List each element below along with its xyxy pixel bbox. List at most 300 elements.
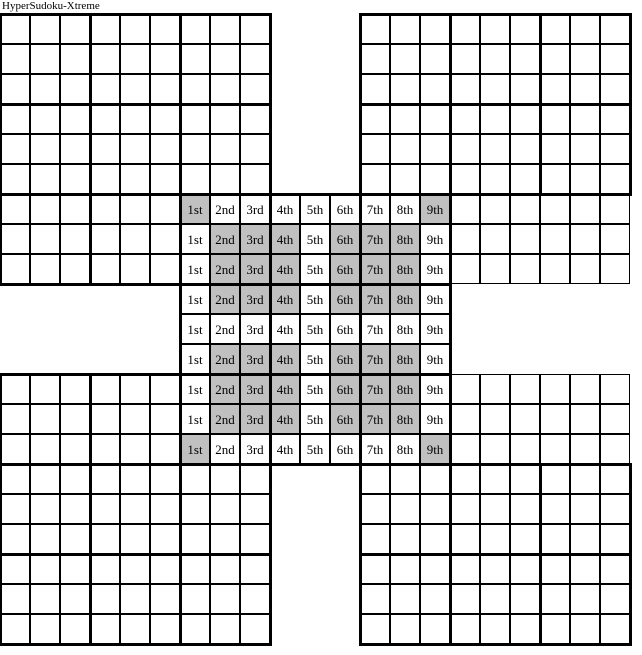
grid-cell[interactable] — [570, 464, 600, 494]
grid-cell[interactable] — [60, 224, 90, 254]
grid-cell[interactable] — [570, 404, 600, 434]
grid-cell[interactable] — [60, 104, 90, 134]
grid-cell[interactable] — [510, 614, 540, 644]
grid-cell[interactable] — [450, 194, 480, 224]
grid-cell[interactable] — [480, 584, 510, 614]
grid-cell[interactable] — [270, 404, 300, 434]
grid-cell[interactable] — [390, 614, 420, 644]
grid-cell[interactable] — [120, 374, 150, 404]
grid-cell[interactable] — [60, 524, 90, 554]
grid-cell[interactable] — [120, 44, 150, 74]
grid-cell[interactable] — [120, 164, 150, 194]
grid-cell[interactable] — [570, 44, 600, 74]
grid-cell[interactable] — [450, 224, 480, 254]
grid-cell[interactable] — [360, 74, 390, 104]
grid-cell[interactable] — [390, 374, 420, 404]
grid-cell[interactable] — [390, 164, 420, 194]
grid-cell[interactable] — [450, 524, 480, 554]
grid-cell[interactable] — [240, 224, 270, 254]
grid-cell[interactable] — [30, 374, 60, 404]
grid-cell[interactable] — [570, 524, 600, 554]
grid-cell[interactable] — [0, 494, 30, 524]
grid-cell[interactable] — [210, 554, 240, 584]
grid-cell[interactable] — [390, 584, 420, 614]
grid-cell[interactable] — [240, 524, 270, 554]
grid-cell[interactable] — [150, 104, 180, 134]
grid-cell[interactable] — [0, 524, 30, 554]
grid-cell[interactable] — [330, 314, 360, 344]
grid-cell[interactable] — [180, 254, 210, 284]
grid-cell[interactable] — [0, 614, 30, 644]
grid-cell[interactable] — [210, 224, 240, 254]
grid-cell[interactable] — [330, 194, 360, 224]
grid-cell[interactable] — [390, 44, 420, 74]
grid-cell[interactable] — [360, 194, 390, 224]
grid-cell[interactable] — [390, 524, 420, 554]
grid-cell[interactable] — [360, 554, 390, 584]
grid-cell[interactable] — [540, 194, 570, 224]
grid-cell[interactable] — [30, 584, 60, 614]
grid-cell[interactable] — [150, 134, 180, 164]
grid-cell[interactable] — [390, 104, 420, 134]
grid-cell[interactable] — [0, 14, 30, 44]
grid-cell[interactable] — [360, 374, 390, 404]
grid-cell[interactable] — [270, 284, 300, 314]
grid-cell[interactable] — [390, 434, 420, 464]
grid-cell[interactable] — [120, 74, 150, 104]
grid-cell[interactable] — [600, 134, 630, 164]
grid-cell[interactable] — [240, 344, 270, 374]
sudoku-board[interactable] — [0, 14, 642, 655]
grid-cell[interactable] — [330, 224, 360, 254]
grid-cell[interactable] — [120, 14, 150, 44]
grid-cell[interactable] — [450, 434, 480, 464]
grid-cell[interactable] — [300, 314, 330, 344]
grid-cell[interactable] — [150, 584, 180, 614]
grid-cell[interactable] — [390, 254, 420, 284]
grid-cell[interactable] — [180, 464, 210, 494]
grid-cell[interactable] — [210, 524, 240, 554]
grid-cell[interactable] — [0, 224, 30, 254]
grid-cell[interactable] — [510, 584, 540, 614]
grid-cell[interactable] — [450, 614, 480, 644]
grid-cell[interactable] — [420, 284, 450, 314]
grid-cell[interactable] — [450, 584, 480, 614]
grid-cell[interactable] — [0, 194, 30, 224]
grid-cell[interactable] — [480, 404, 510, 434]
grid-cell[interactable] — [90, 584, 120, 614]
grid-cell[interactable] — [0, 584, 30, 614]
grid-cell[interactable] — [450, 134, 480, 164]
grid-cell[interactable] — [570, 224, 600, 254]
grid-cell[interactable] — [210, 314, 240, 344]
grid-cell[interactable] — [30, 224, 60, 254]
grid-cell[interactable] — [540, 554, 570, 584]
grid-cell[interactable] — [60, 14, 90, 44]
grid-cell[interactable] — [420, 584, 450, 614]
grid-cell[interactable] — [120, 554, 150, 584]
grid-cell[interactable] — [210, 134, 240, 164]
grid-cell[interactable] — [270, 434, 300, 464]
grid-cell[interactable] — [480, 434, 510, 464]
grid-cell[interactable] — [510, 104, 540, 134]
grid-cell[interactable] — [0, 134, 30, 164]
grid-cell[interactable] — [240, 404, 270, 434]
grid-cell[interactable] — [480, 374, 510, 404]
grid-cell[interactable] — [420, 254, 450, 284]
grid-cell[interactable] — [480, 554, 510, 584]
grid-cell[interactable] — [180, 44, 210, 74]
grid-cell[interactable] — [420, 314, 450, 344]
grid-cell[interactable] — [420, 554, 450, 584]
grid-cell[interactable] — [330, 404, 360, 434]
grid-cell[interactable] — [180, 434, 210, 464]
grid-cell[interactable] — [90, 104, 120, 134]
grid-cell[interactable] — [450, 554, 480, 584]
grid-cell[interactable] — [390, 194, 420, 224]
grid-cell[interactable] — [600, 254, 630, 284]
grid-cell[interactable] — [510, 524, 540, 554]
grid-cell[interactable] — [180, 374, 210, 404]
grid-cell[interactable] — [90, 464, 120, 494]
grid-cell[interactable] — [240, 494, 270, 524]
grid-cell[interactable] — [540, 494, 570, 524]
grid-cell[interactable] — [600, 404, 630, 434]
grid-cell[interactable] — [360, 14, 390, 44]
grid-cell[interactable] — [420, 44, 450, 74]
grid-cell[interactable] — [300, 374, 330, 404]
grid-cell[interactable] — [360, 314, 390, 344]
grid-cell[interactable] — [240, 434, 270, 464]
grid-cell[interactable] — [510, 44, 540, 74]
grid-cell[interactable] — [30, 464, 60, 494]
grid-cell[interactable] — [420, 464, 450, 494]
grid-cell[interactable] — [570, 254, 600, 284]
grid-cell[interactable] — [90, 614, 120, 644]
grid-cell[interactable] — [450, 494, 480, 524]
grid-cell[interactable] — [570, 74, 600, 104]
grid-cell[interactable] — [510, 554, 540, 584]
grid-cell[interactable] — [600, 14, 630, 44]
grid-cell[interactable] — [210, 464, 240, 494]
grid-cell[interactable] — [600, 374, 630, 404]
grid-cell[interactable] — [60, 134, 90, 164]
grid-cell[interactable] — [60, 164, 90, 194]
grid-cell[interactable] — [480, 614, 510, 644]
grid-cell[interactable] — [210, 14, 240, 44]
grid-cell[interactable] — [540, 44, 570, 74]
grid-cell[interactable] — [90, 374, 120, 404]
grid-cell[interactable] — [210, 374, 240, 404]
grid-cell[interactable] — [570, 584, 600, 614]
grid-cell[interactable] — [210, 584, 240, 614]
grid-cell[interactable] — [240, 254, 270, 284]
grid-cell[interactable] — [450, 164, 480, 194]
grid-cell[interactable] — [570, 614, 600, 644]
grid-cell[interactable] — [210, 344, 240, 374]
grid-cell[interactable] — [60, 44, 90, 74]
grid-cell[interactable] — [600, 464, 630, 494]
grid-cell[interactable] — [360, 164, 390, 194]
grid-cell[interactable] — [180, 344, 210, 374]
grid-cell[interactable] — [300, 344, 330, 374]
grid-cell[interactable] — [90, 434, 120, 464]
grid-cell[interactable] — [210, 614, 240, 644]
grid-cell[interactable] — [570, 194, 600, 224]
grid-cell[interactable] — [210, 44, 240, 74]
grid-cell[interactable] — [30, 554, 60, 584]
grid-cell[interactable] — [300, 284, 330, 314]
grid-cell[interactable] — [330, 284, 360, 314]
grid-cell[interactable] — [0, 254, 30, 284]
grid-cell[interactable] — [480, 14, 510, 44]
grid-cell[interactable] — [120, 494, 150, 524]
grid-cell[interactable] — [600, 164, 630, 194]
grid-cell[interactable] — [330, 434, 360, 464]
grid-cell[interactable] — [150, 74, 180, 104]
grid-cell[interactable] — [600, 584, 630, 614]
grid-cell[interactable] — [480, 224, 510, 254]
grid-cell[interactable] — [210, 74, 240, 104]
grid-cell[interactable] — [390, 494, 420, 524]
grid-cell[interactable] — [30, 494, 60, 524]
grid-cell[interactable] — [300, 194, 330, 224]
grid-cell[interactable] — [180, 494, 210, 524]
grid-cell[interactable] — [180, 614, 210, 644]
grid-cell[interactable] — [60, 194, 90, 224]
grid-cell[interactable] — [30, 104, 60, 134]
grid-cell[interactable] — [60, 434, 90, 464]
grid-cell[interactable] — [30, 134, 60, 164]
grid-cell[interactable] — [150, 554, 180, 584]
grid-cell[interactable] — [450, 374, 480, 404]
grid-cell[interactable] — [600, 194, 630, 224]
grid-cell[interactable] — [30, 194, 60, 224]
grid-cell[interactable] — [90, 194, 120, 224]
grid-cell[interactable] — [30, 614, 60, 644]
grid-cell[interactable] — [30, 164, 60, 194]
grid-cell[interactable] — [120, 434, 150, 464]
grid-cell[interactable] — [180, 314, 210, 344]
grid-cell[interactable] — [570, 374, 600, 404]
grid-cell[interactable] — [360, 524, 390, 554]
grid-cell[interactable] — [570, 134, 600, 164]
grid-cell[interactable] — [0, 554, 30, 584]
grid-cell[interactable] — [90, 404, 120, 434]
grid-cell[interactable] — [450, 104, 480, 134]
grid-cell[interactable] — [0, 434, 30, 464]
grid-cell[interactable] — [540, 104, 570, 134]
grid-cell[interactable] — [270, 224, 300, 254]
grid-cell[interactable] — [360, 434, 390, 464]
grid-cell[interactable] — [420, 404, 450, 434]
grid-cell[interactable] — [390, 344, 420, 374]
grid-cell[interactable] — [390, 224, 420, 254]
grid-cell[interactable] — [600, 554, 630, 584]
grid-cell[interactable] — [420, 74, 450, 104]
grid-cell[interactable] — [540, 404, 570, 434]
grid-cell[interactable] — [390, 284, 420, 314]
grid-cell[interactable] — [360, 494, 390, 524]
grid-cell[interactable] — [90, 44, 120, 74]
grid-cell[interactable] — [60, 584, 90, 614]
grid-cell[interactable] — [510, 464, 540, 494]
grid-cell[interactable] — [0, 464, 30, 494]
grid-cell[interactable] — [150, 164, 180, 194]
grid-cell[interactable] — [570, 554, 600, 584]
grid-cell[interactable] — [150, 14, 180, 44]
grid-cell[interactable] — [420, 614, 450, 644]
grid-cell[interactable] — [180, 194, 210, 224]
grid-cell[interactable] — [210, 434, 240, 464]
grid-cell[interactable] — [420, 104, 450, 134]
grid-cell[interactable] — [180, 104, 210, 134]
grid-cell[interactable] — [510, 494, 540, 524]
grid-cell[interactable] — [180, 584, 210, 614]
grid-cell[interactable] — [510, 14, 540, 44]
grid-cell[interactable] — [360, 584, 390, 614]
grid-cell[interactable] — [360, 44, 390, 74]
grid-cell[interactable] — [240, 314, 270, 344]
grid-cell[interactable] — [600, 494, 630, 524]
grid-cell[interactable] — [240, 464, 270, 494]
grid-cell[interactable] — [300, 434, 330, 464]
grid-cell[interactable] — [420, 194, 450, 224]
grid-cell[interactable] — [180, 404, 210, 434]
grid-cell[interactable] — [480, 74, 510, 104]
grid-cell[interactable] — [240, 284, 270, 314]
grid-cell[interactable] — [420, 344, 450, 374]
grid-cell[interactable] — [210, 254, 240, 284]
grid-cell[interactable] — [360, 284, 390, 314]
grid-cell[interactable] — [150, 404, 180, 434]
grid-cell[interactable] — [90, 554, 120, 584]
grid-cell[interactable] — [420, 434, 450, 464]
grid-cell[interactable] — [270, 194, 300, 224]
grid-cell[interactable] — [180, 524, 210, 554]
grid-cell[interactable] — [570, 164, 600, 194]
grid-cell[interactable] — [60, 494, 90, 524]
grid-cell[interactable] — [60, 554, 90, 584]
grid-cell[interactable] — [240, 134, 270, 164]
grid-cell[interactable] — [450, 14, 480, 44]
grid-cell[interactable] — [540, 254, 570, 284]
grid-cell[interactable] — [150, 224, 180, 254]
grid-cell[interactable] — [0, 74, 30, 104]
grid-cell[interactable] — [240, 14, 270, 44]
grid-cell[interactable] — [540, 74, 570, 104]
grid-cell[interactable] — [180, 224, 210, 254]
grid-cell[interactable] — [0, 404, 30, 434]
grid-cell[interactable] — [510, 254, 540, 284]
grid-cell[interactable] — [390, 464, 420, 494]
grid-cell[interactable] — [120, 404, 150, 434]
grid-cell[interactable] — [240, 104, 270, 134]
grid-cell[interactable] — [240, 44, 270, 74]
grid-cell[interactable] — [360, 614, 390, 644]
grid-cell[interactable] — [180, 134, 210, 164]
grid-cell[interactable] — [390, 404, 420, 434]
grid-cell[interactable] — [150, 374, 180, 404]
grid-cell[interactable] — [90, 524, 120, 554]
grid-cell[interactable] — [540, 224, 570, 254]
grid-cell[interactable] — [330, 374, 360, 404]
grid-cell[interactable] — [300, 404, 330, 434]
grid-cell[interactable] — [150, 194, 180, 224]
grid-cell[interactable] — [60, 404, 90, 434]
grid-cell[interactable] — [600, 524, 630, 554]
grid-cell[interactable] — [540, 614, 570, 644]
grid-cell[interactable] — [210, 284, 240, 314]
grid-cell[interactable] — [210, 164, 240, 194]
grid-cell[interactable] — [360, 404, 390, 434]
grid-cell[interactable] — [120, 464, 150, 494]
grid-cell[interactable] — [270, 254, 300, 284]
grid-cell[interactable] — [120, 614, 150, 644]
grid-cell[interactable] — [30, 434, 60, 464]
grid-cell[interactable] — [510, 404, 540, 434]
grid-cell[interactable] — [210, 404, 240, 434]
grid-cell[interactable] — [270, 314, 300, 344]
grid-cell[interactable] — [240, 584, 270, 614]
grid-cell[interactable] — [510, 74, 540, 104]
grid-cell[interactable] — [90, 134, 120, 164]
grid-cell[interactable] — [90, 164, 120, 194]
grid-cell[interactable] — [360, 134, 390, 164]
grid-cell[interactable] — [0, 104, 30, 134]
grid-cell[interactable] — [60, 374, 90, 404]
grid-cell[interactable] — [180, 284, 210, 314]
grid-cell[interactable] — [330, 344, 360, 374]
grid-cell[interactable] — [510, 134, 540, 164]
grid-cell[interactable] — [360, 254, 390, 284]
grid-cell[interactable] — [240, 164, 270, 194]
grid-cell[interactable] — [450, 404, 480, 434]
grid-cell[interactable] — [270, 374, 300, 404]
grid-cell[interactable] — [0, 374, 30, 404]
grid-cell[interactable] — [120, 584, 150, 614]
grid-cell[interactable] — [30, 404, 60, 434]
grid-cell[interactable] — [180, 554, 210, 584]
grid-cell[interactable] — [210, 194, 240, 224]
grid-cell[interactable] — [240, 374, 270, 404]
grid-cell[interactable] — [450, 464, 480, 494]
grid-cell[interactable] — [150, 464, 180, 494]
grid-cell[interactable] — [150, 494, 180, 524]
grid-cell[interactable] — [480, 44, 510, 74]
grid-cell[interactable] — [450, 254, 480, 284]
grid-cell[interactable] — [420, 494, 450, 524]
grid-cell[interactable] — [540, 374, 570, 404]
grid-cell[interactable] — [420, 524, 450, 554]
grid-cell[interactable] — [240, 74, 270, 104]
grid-cell[interactable] — [600, 614, 630, 644]
grid-cell[interactable] — [480, 164, 510, 194]
grid-cell[interactable] — [270, 344, 300, 374]
grid-cell[interactable] — [510, 164, 540, 194]
grid-cell[interactable] — [480, 134, 510, 164]
grid-cell[interactable] — [360, 464, 390, 494]
grid-cell[interactable] — [450, 44, 480, 74]
grid-cell[interactable] — [30, 44, 60, 74]
grid-cell[interactable] — [0, 164, 30, 194]
grid-cell[interactable] — [30, 14, 60, 44]
grid-cell[interactable] — [90, 14, 120, 44]
grid-cell[interactable] — [450, 74, 480, 104]
grid-cell[interactable] — [90, 74, 120, 104]
grid-cell[interactable] — [150, 44, 180, 74]
grid-cell[interactable] — [420, 224, 450, 254]
